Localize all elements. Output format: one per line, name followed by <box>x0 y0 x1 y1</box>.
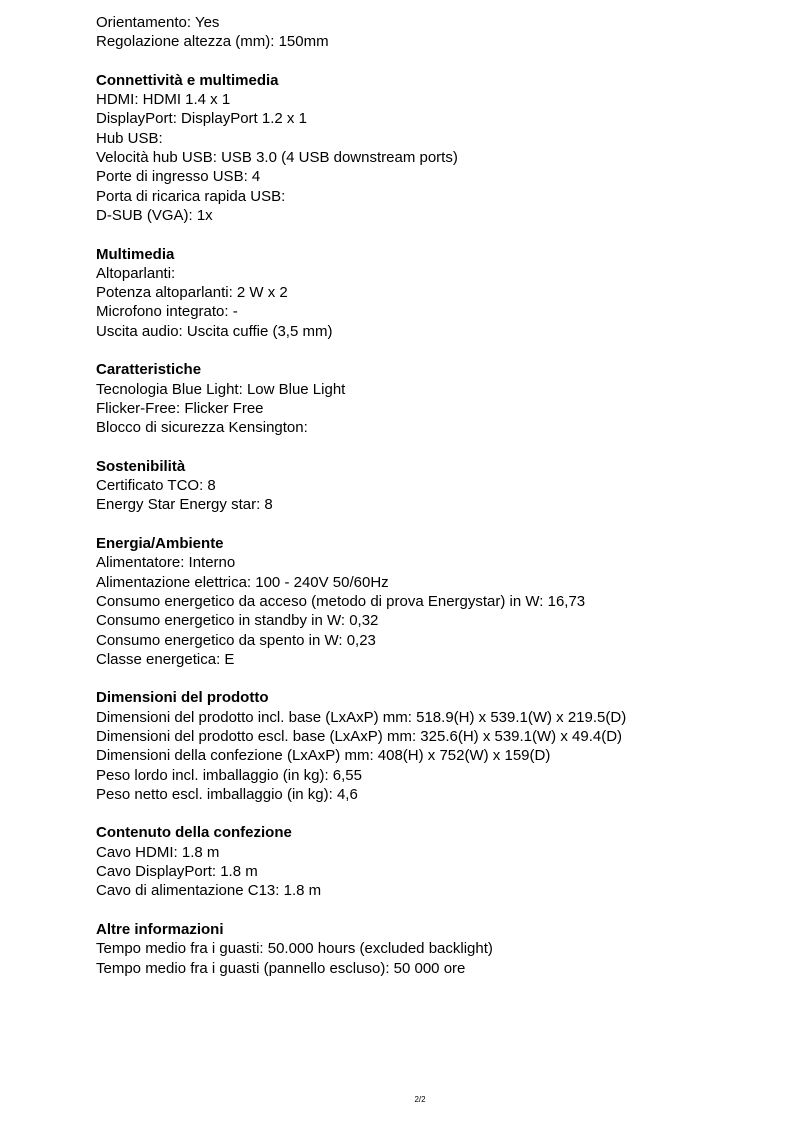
spec-line: D-SUB (VGA): 1x <box>96 206 213 224</box>
spec-line: Peso lordo incl. imballaggio (in kg): 6,55 <box>96 766 362 784</box>
spec-line-height-adjustment: Regolazione altezza (mm): 150mm <box>96 33 329 51</box>
section-title: Energia/Ambiente <box>96 535 224 553</box>
intro-block <box>96 13 776 52</box>
spec-document <box>96 13 776 978</box>
spec-line: Cavo DisplayPort: 1.8 m <box>96 863 258 881</box>
page-number: 2/2 <box>414 1095 426 1104</box>
spec-line: Tecnologia Blue Light: Low Blue Light <box>96 380 346 398</box>
section-package-contents <box>96 823 776 900</box>
spec-line: HDMI: HDMI 1.4 x 1 <box>96 91 231 109</box>
spec-line: Classe energetica: E <box>96 650 235 668</box>
spec-line: Flicker-Free: Flicker Free <box>96 399 264 417</box>
section-features <box>96 360 776 437</box>
section-title: Dimensioni del prodotto <box>96 689 269 707</box>
spec-line: Tempo medio fra i guasti: 50.000 hours (excluded backlight) <box>96 940 493 958</box>
spec-line: Alimentatore: Interno <box>96 554 236 572</box>
spec-line: Peso netto escl. imballaggio (in kg): 4,6 <box>96 785 358 803</box>
spec-line: Microfono integrato: - <box>96 303 238 321</box>
section-title: Multimedia <box>96 245 175 263</box>
section-title: Connettività e multimedia <box>96 71 279 89</box>
spec-line: Potenza altoparlanti: 2 W x 2 <box>96 284 288 302</box>
spec-line: Tempo medio fra i guasti (pannello escluso): 50 000 ore <box>96 959 466 977</box>
spec-line: Uscita audio: Uscita cuffie (3,5 mm) <box>96 322 333 340</box>
spec-line-orientation: Orientamento: Yes <box>96 14 220 31</box>
spec-line: Cavo di alimentazione C13: 1.8 m <box>96 882 322 900</box>
spec-line: Consumo energetico in standby in W: 0,32 <box>96 612 379 630</box>
section-title: Sostenibilità <box>96 457 186 475</box>
spec-line: Energy Star Energy star: 8 <box>96 496 273 514</box>
spec-line: Consumo energetico da acceso (metodo di prova Energystar) in W: 16,73 <box>96 592 586 610</box>
spec-line: Porte di ingresso USB: 4 <box>96 168 261 186</box>
spec-line: Porta di ricarica rapida USB: <box>96 187 286 205</box>
section-title: Contenuto della confezione <box>96 824 292 842</box>
section-title: Altre informazioni <box>96 920 224 938</box>
section-dimensions <box>96 688 776 804</box>
spec-line: Velocità hub USB: USB 3.0 (4 USB downstream ports) <box>96 149 458 167</box>
spec-line: Consumo energetico da spento in W: 0,23 <box>96 631 376 649</box>
spec-line: Alimentazione elettrica: 100 - 240V 50/60Hz <box>96 573 389 591</box>
spec-line: Cavo HDMI: 1.8 m <box>96 843 220 861</box>
spec-line: Blocco di sicurezza Kensington: <box>96 419 308 437</box>
spec-line: Dimensioni del prodotto escl. base (LxAxP) mm: 325.6(H) x 539.1(W) x 49.4(D) <box>96 727 623 745</box>
section-title: Caratteristiche <box>96 361 202 379</box>
section-connectivity <box>96 71 776 225</box>
section-energy <box>96 534 776 669</box>
spec-line: DisplayPort: DisplayPort 1.2 x 1 <box>96 110 307 128</box>
spec-line: Dimensioni del prodotto incl. base (LxAxP) mm: 518.9(H) x 539.1(W) x 219.5(D) <box>96 708 627 726</box>
section-multimedia <box>96 245 776 341</box>
section-sustainability <box>96 457 776 515</box>
spec-line: Dimensioni della confezione (LxAxP) mm: 408(H) x 752(W) x 159(D) <box>96 747 551 765</box>
section-other-info <box>96 920 776 978</box>
spec-line: Hub USB: <box>96 129 163 147</box>
spec-line: Certificato TCO: 8 <box>96 477 216 495</box>
spec-line: Altoparlanti: <box>96 264 176 282</box>
